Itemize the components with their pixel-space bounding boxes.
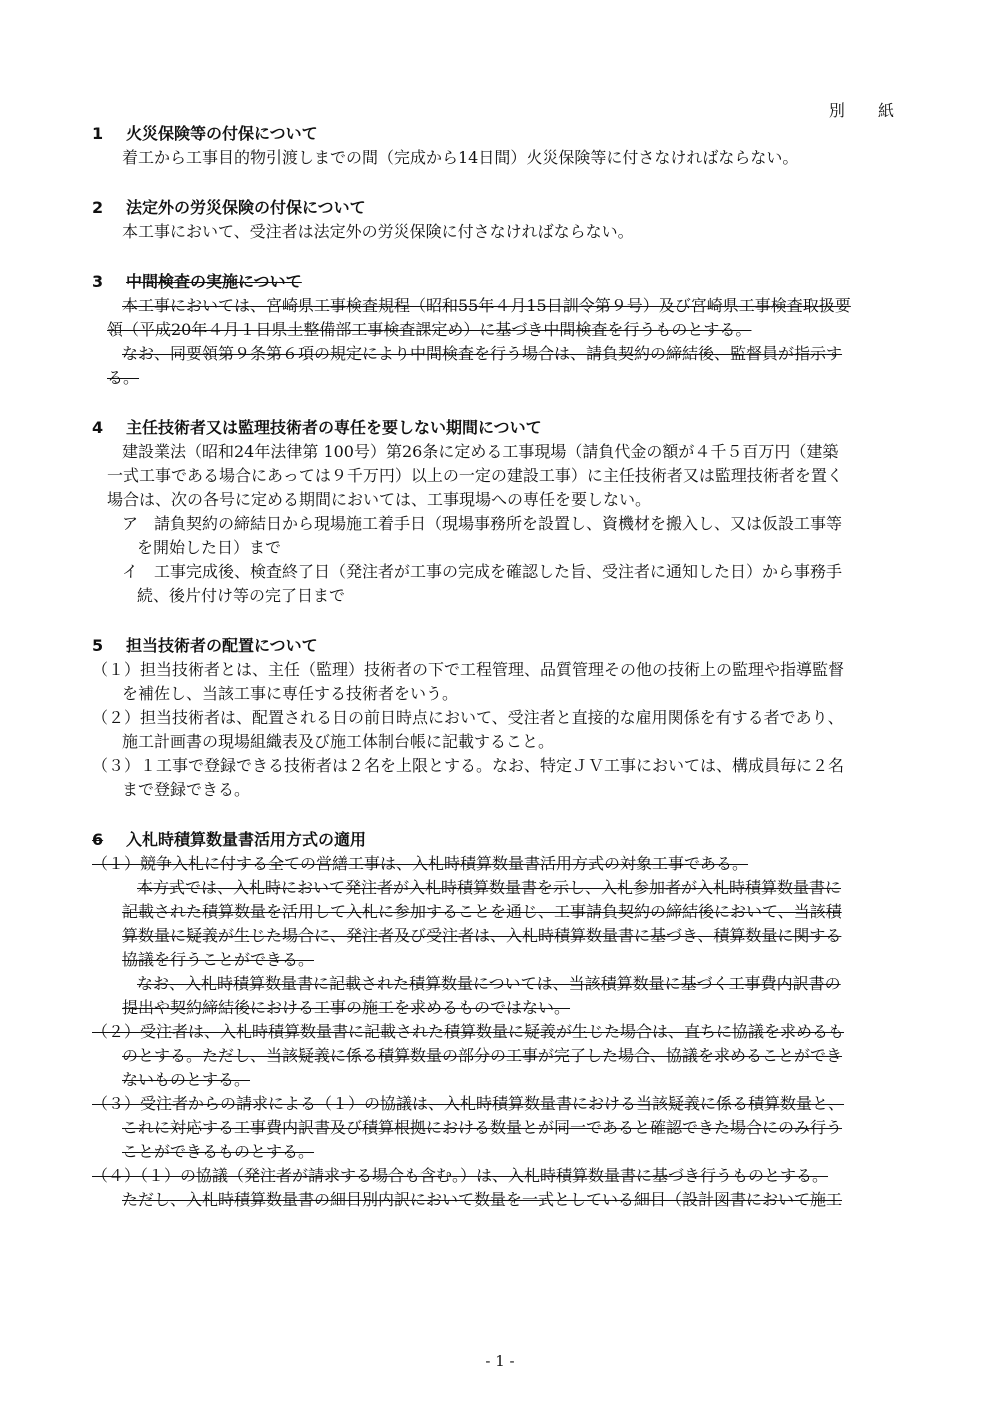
list-item-continued: 続、後片付け等の完了日まで [137,586,346,605]
section-6 [92,828,908,1212]
section-title: 入札時積算数量書活用方式の適用 [126,830,367,849]
body-line: 協議を行うことができる。 [122,950,315,969]
list-item-continued: ないものとする。 [122,1070,251,1089]
body-line: 記載された積算数量を活用して入札に参加することを通じ、工事請負契約の締結後において、当該積 [122,902,842,921]
list-item: イ 工事完成後、検査終了日（発注者が工事の完成を確認した旨、受注者に通知した日）から事務手 [122,562,843,581]
body-line: 本工事においては、宮崎県工事検査規程（昭和55年４月15日訓令第９号）及び宮崎県工事検査取扱要 [122,296,851,315]
list-item: ア 請負契約の締結日から現場施工着手日（現場事務所を設置し、資機材を搬入し、又は仮設工事等 [122,514,843,533]
body-line: なお、入札時積算数量書に記載された積算数量については、当該積算数量に基づく工事費内訳書の [137,974,841,993]
section-number: 6 [92,830,104,849]
section-2 [92,196,908,244]
body-line: 本工事において、受注者は法定外の労災保険に付さなければならない。 [122,222,634,241]
section-title: 主任技術者又は監理技術者の専任を要しない期間について [126,418,542,437]
body-line: 提出や契約締結後における工事の施工を求めるものではない。 [122,998,571,1017]
list-item: （３）受注者からの請求による（１）の協議は、入札時積算数量書における当該疑義に係る積算数量と、 [92,1094,845,1113]
list-item-continued: 施工計画書の現場組織表及び施工体制台帳に記載すること。 [122,732,555,751]
attachment-label: 別 紙 [828,101,908,120]
section-number: 2 [92,198,104,217]
section-number: 5 [92,636,104,655]
list-item: （２）担当技術者は、配置される日の前日時点において、受注者と直接的な雇用関係を有する者であり、 [92,708,844,727]
section-number: 1 [92,124,104,143]
section-heading [92,196,908,220]
list-item: （３）１工事で登録できる技術者は２名を上限とする。なお、特定ＪＶ工事においては、構成員毎に２名 [92,756,845,775]
document-body [92,122,908,1212]
list-item-continued: のとする。ただし、当該疑義に係る積算数量の部分の工事が完了した場合、協議を求めることができ [122,1046,843,1065]
section-heading [92,122,908,146]
list-item-continued: を補佐し、当該工事に専任する技術者をいう。 [122,684,459,703]
body-line: 着工から工事目的物引渡しまでの間（完成から14日間）火災保険等に付さなければならない。 [122,148,799,167]
list-item: （２）受注者は、入札時積算数量書に記載された積算数量に疑義が生じた場合は、直ちに協議を求めるも [92,1022,845,1041]
body-line: 建設業法（昭和24年法律第 100号）第26条に定める工事現場（請負代金の額が４千５百万円（建築 [122,442,839,461]
list-item-continued: ただし、入札時積算数量書の細目別内訳において数量を一式としている細目（設計図書において施工 [122,1190,843,1209]
section-title: 法定外の労災保険の付保について [126,198,366,217]
section-title: 担当技術者の配置について [126,636,318,655]
section-3 [92,270,908,390]
list-item: （１）担当技術者とは、主任（監理）技術者の下で工程管理、品質管理その他の技術上の監理や指導監督 [92,660,845,679]
section-5 [92,634,908,802]
section-1 [92,122,908,170]
body-line: 領（平成20年４月１日県土整備部工事検査課定め）に基づき中間検査を行うものとする。 [107,320,752,339]
body-line: 本方式では、入札時において発注者が入札時積算数量書を示し、入札参加者が入札時積算数量書に [137,878,842,897]
section-title: 火災保険等の付保について [126,124,318,143]
body-line: 一式工事である場合にあっては９千万円）以上の一定の建設工事）に主任技術者又は監理技術者を置く [107,466,843,485]
body-line: 場合は、次の各号に定める期間においては、工事現場への専任を要しない。 [107,490,652,509]
list-item-continued: ことができるものとする。 [122,1142,315,1161]
section-heading [92,270,908,294]
body-line: なお、同要領第９条第６項の規定により中間検査を行う場合は、請負契約の締結後、監督員が指示す [122,344,843,363]
section-heading [92,416,908,440]
section-number: 3 [92,272,104,291]
list-item-continued: これに対応する工事費内訳書及び積算根拠における数量とが同一であると確認できた場合にのみ行う [122,1118,843,1137]
section-title: 中間検査の実施について [126,272,302,291]
section-4 [92,416,908,608]
section-number: 4 [92,418,104,437]
list-item-continued: を開始した日）まで [137,538,282,557]
list-item: （１）競争入札に付する全ての営繕工事は、入札時積算数量書活用方式の対象工事である。 [92,854,749,873]
section-heading [92,828,908,852]
body-line: る。 [107,368,140,387]
list-item: （４）（１）の協議（発注者が請求する場合も含む。）は、入札時積算数量書に基づき行うものとする。 [92,1166,829,1185]
page-number: - 1 - [485,1352,515,1370]
body-line: 算数量に疑義が生じた場合に、発注者及び受注者は、入札時積算数量書に基づき、積算数量に関する [122,926,842,945]
list-item-continued: まで登録できる。 [122,780,251,799]
section-heading [92,634,908,658]
